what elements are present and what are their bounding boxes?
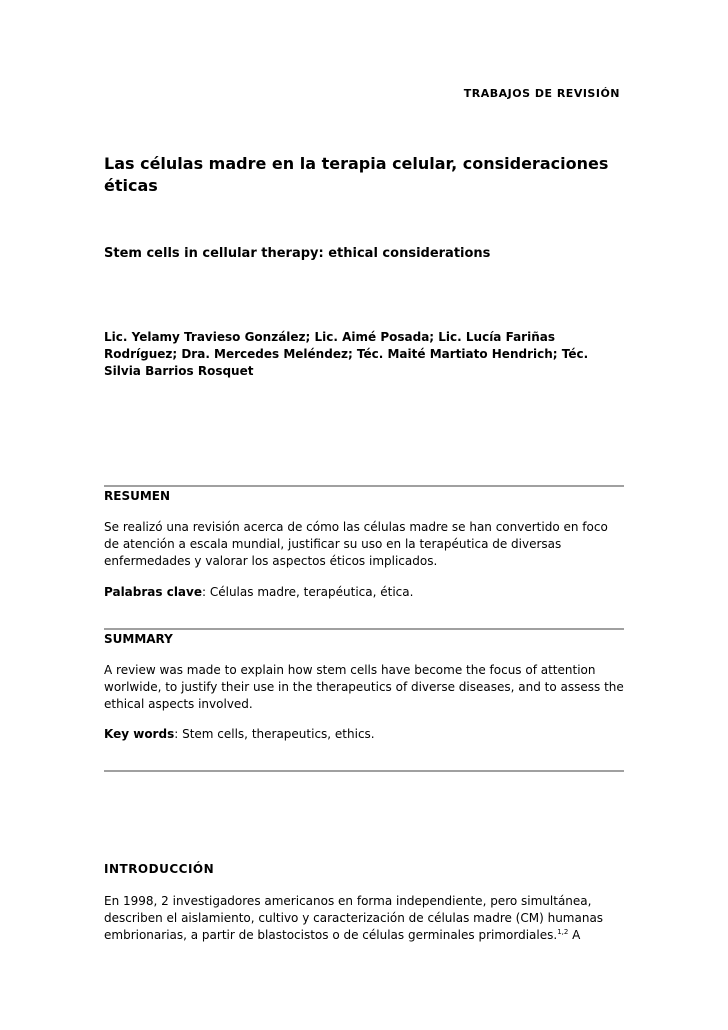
article-title-english: Stem cells in cellular therapy: ethical considerations	[104, 246, 491, 261]
divider-bottom	[104, 770, 624, 772]
key-words	[104, 726, 624, 743]
introduccion-heading: INTRODUCCIÓN	[104, 862, 215, 876]
key-words-label: Key words	[104, 727, 175, 741]
resumen-heading: RESUMEN	[104, 489, 171, 503]
palabras-clave-values: : Células madre, terapéutica, ética.	[202, 585, 414, 599]
authors-list: Lic. Yelamy Travieso González; Lic. Aimé Posada; Lic. Lucía Fariñas Rodríguez; Dra. Mercedes Meléndez; Téc. Maité Martiato Hendrich; Téc. Silvia Barrios Rosquet	[104, 330, 589, 378]
key-words-values: : Stem cells, therapeutics, ethics.	[174, 727, 375, 741]
palabras-clave-label: Palabras clave	[104, 585, 202, 599]
section-label: TRABAJOS DE REVISIÓN	[463, 87, 620, 100]
divider-middle	[104, 628, 624, 630]
summary-text: A review was made to explain how stem cells have become the focus of attention worlwide, to justify their use in the therapeutics of diverse diseases, and to assess the ethical aspects involved.	[104, 663, 624, 711]
resumen-text: Se realizó una revisión acerca de cómo las células madre se han convertido en foco de atención a escala mundial, justificar su uso en la terapéutica de diversas enfermedades y valorar los aspectos éticos implicados.	[104, 520, 608, 568]
summary-heading: SUMMARY	[104, 632, 173, 646]
reference-superscript: 1,2	[557, 928, 569, 936]
introduccion-body: En 1998, 2 investigadores americanos en forma independiente, pero simultánea, describen el aislamiento, cultivo y caracterización de células madre (CM) humanas embrionarias, a partir de blastocistos o de células germinales primordiales.	[104, 894, 604, 942]
article-title-spanish: Las células madre en la terapia celular, consideraciones éticas	[104, 154, 609, 195]
divider-top	[104, 485, 624, 487]
palabras-clave	[104, 584, 624, 601]
introduccion-continuation: A	[568, 928, 581, 942]
introduccion-text	[104, 893, 624, 944]
